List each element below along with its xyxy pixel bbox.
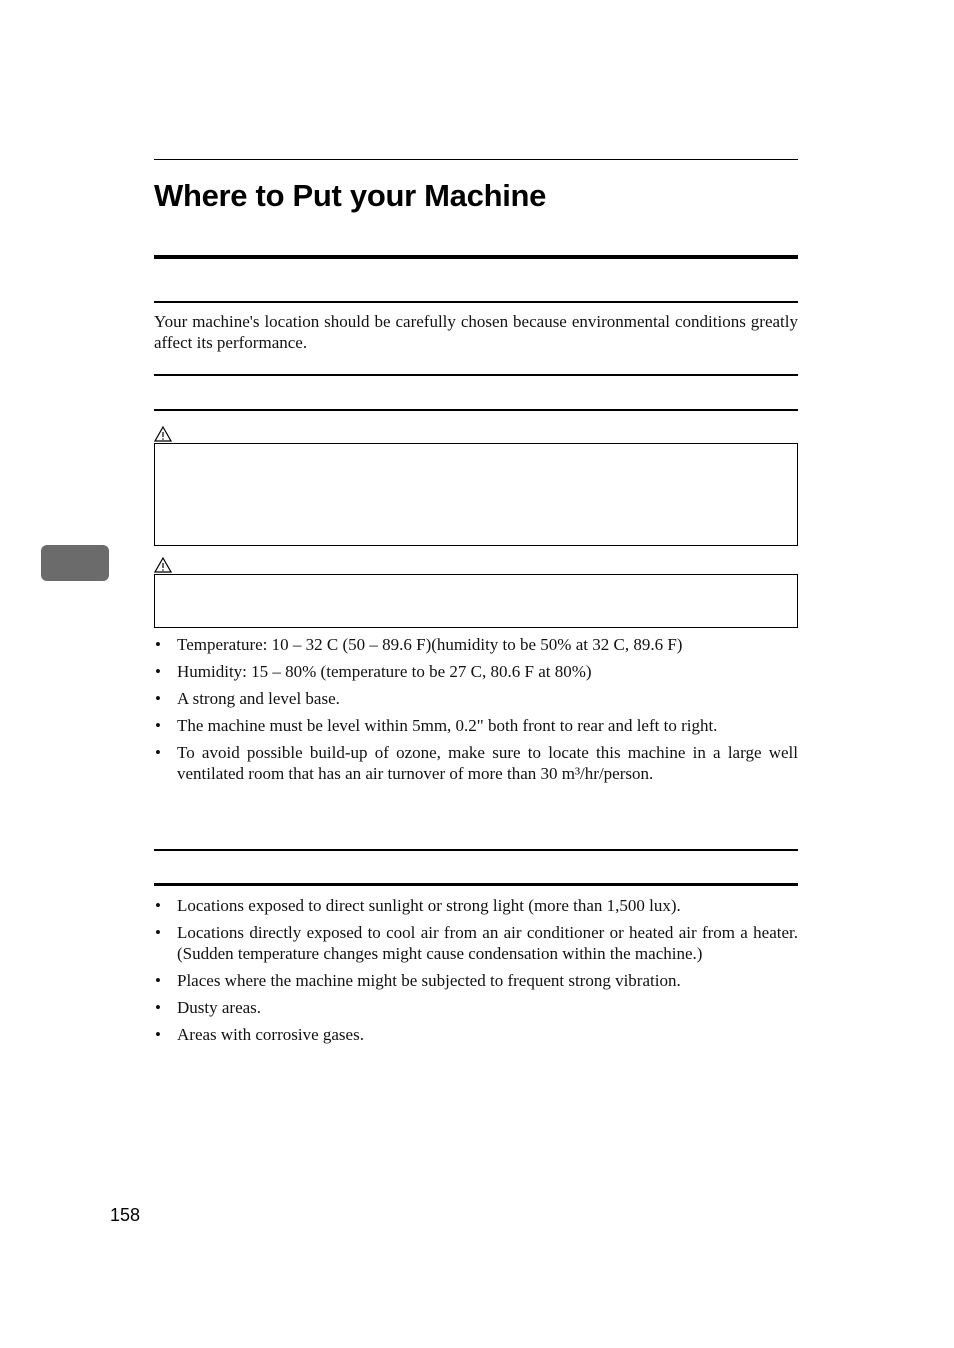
bullet: • <box>155 923 161 942</box>
warning-triangle-icon <box>154 426 172 442</box>
list-item <box>154 742 798 784</box>
list-item-text: To avoid possible build-up of ozone, make sure to locate this machine in a large well ventilated room that has an air turnover of more than 30 m³/hr/person. <box>177 743 798 783</box>
list-item-text: A strong and level base. <box>177 689 340 708</box>
list-item <box>154 1024 798 1045</box>
list-item <box>154 922 798 964</box>
section-rule-location <box>154 301 798 303</box>
list-item-text: Areas with corrosive gases. <box>177 1025 364 1044</box>
list-item <box>154 997 798 1018</box>
title-thick-rule <box>154 255 798 259</box>
section-end-rule-2 <box>154 849 798 851</box>
bullet: • <box>155 998 161 1017</box>
section-rule-avoid <box>154 883 798 886</box>
page-title: Where to Put your Machine <box>154 178 547 213</box>
warning-box-1 <box>154 443 798 546</box>
chapter-tab <box>41 545 109 581</box>
list-item <box>154 715 798 736</box>
intro-paragraph: Your machine's location should be carefully chosen because environmental conditions greatly affect its performance. <box>154 312 798 352</box>
bullet: • <box>155 1025 161 1044</box>
top-rule <box>154 159 798 160</box>
bullet: • <box>155 971 161 990</box>
list-item-text: Locations exposed to direct sunlight or strong light (more than 1,500 lux). <box>177 896 681 915</box>
bullet: • <box>155 716 161 735</box>
bullet: • <box>155 662 161 681</box>
page-number: 158 <box>110 1205 141 1225</box>
list-item-text: Temperature: 10 – 32 C (50 – 89.6 F)(humidity to be 50% at 32 C, 89.6 F) <box>177 635 683 654</box>
list-item <box>154 895 798 916</box>
list-item-text: Places where the machine might be subjected to frequent strong vibration. <box>177 971 681 990</box>
list-item <box>154 970 798 991</box>
warning-triangle-icon <box>154 557 172 573</box>
bullet: • <box>155 896 161 915</box>
bullet: • <box>155 743 161 762</box>
avoid-locations-list <box>154 895 798 1051</box>
list-item-text: Locations directly exposed to cool air from an air conditioner or heated air from a heater. (Sudden temperature changes might cause condensation within the machine.) <box>177 923 798 963</box>
list-item <box>154 661 798 682</box>
list-item <box>154 688 798 709</box>
bullet: • <box>155 635 161 654</box>
optimum-conditions-list <box>154 634 798 790</box>
list-item-text: Dusty areas. <box>177 998 262 1017</box>
bullet: • <box>155 689 161 708</box>
list-item-text: The machine must be level within 5mm, 0.2" both front to rear and left to right. <box>177 716 718 735</box>
section-end-rule <box>154 374 798 376</box>
section-rule-environment <box>154 409 798 411</box>
list-item-text: Humidity: 15 – 80% (temperature to be 27 C, 80.6 F at 80%) <box>177 662 592 681</box>
list-item <box>154 634 798 655</box>
warning-box-2 <box>154 574 798 628</box>
